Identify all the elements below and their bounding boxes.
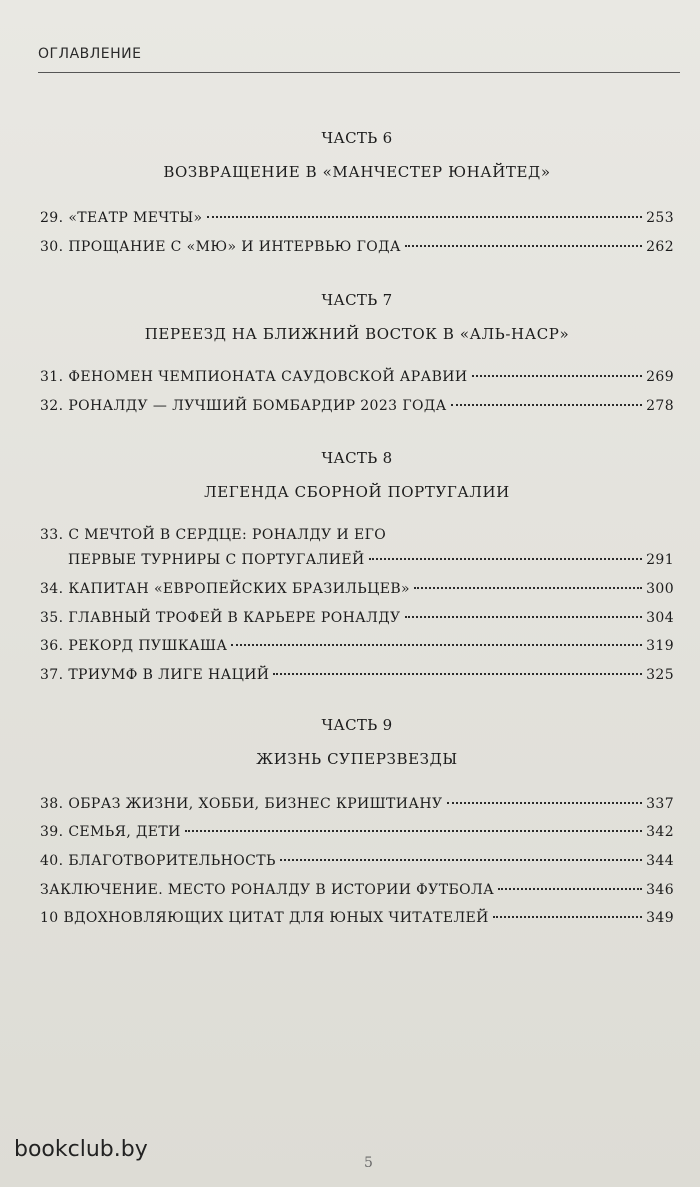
toc-entry[interactable] (40, 880, 674, 900)
part-7-heading (40, 290, 674, 344)
dot-leader (369, 558, 642, 560)
entry-page: 269 (646, 369, 674, 385)
entry-page: 300 (646, 581, 674, 597)
part-title: ПЕРЕЕЗД НА БЛИЖНИЙ ВОСТОК В «АЛЬ-НАСР» (144, 325, 570, 343)
part-number: ЧАСТЬ 9 (321, 716, 393, 734)
part-title: ВОЗВРАЩЕНИЕ В «МАНЧЕСТЕР ЮНАЙТЕД» (163, 163, 551, 181)
toc-entry[interactable] (40, 396, 674, 416)
entry-title: 35. ГЛАВНЫЙ ТРОФЕЙ В КАРЬЕРЕ РОНАЛДУ (40, 610, 401, 626)
dot-leader (493, 916, 642, 918)
toc-entry[interactable] (40, 237, 674, 257)
entry-page: 342 (646, 824, 674, 840)
part-number: ЧАСТЬ 7 (321, 291, 393, 309)
entry-title: ПЕРВЫЕ ТУРНИРЫ С ПОРТУГАЛИЕЙ (68, 552, 365, 568)
dot-leader (498, 888, 642, 890)
entry-title: 34. КАПИТАН «ЕВРОПЕЙСКИХ БРАЗИЛЬЦЕВ» (40, 581, 410, 597)
entry-page: 337 (646, 796, 674, 812)
entry-title-line1[interactable]: 33. С МЕЧТОЙ В СЕРДЦЕ: РОНАЛДУ И ЕГО (40, 527, 387, 543)
toc-entry[interactable] (40, 794, 674, 814)
part-9-heading (40, 715, 674, 769)
dot-leader (273, 673, 642, 675)
entry-page: 278 (646, 398, 674, 414)
dot-leader (405, 616, 643, 618)
toc-entry[interactable] (40, 208, 674, 228)
entry-page: 349 (646, 910, 674, 926)
toc-entry[interactable] (40, 579, 674, 599)
entry-title: 39. СЕМЬЯ, ДЕТИ (40, 824, 181, 840)
part-8-heading (40, 448, 674, 502)
entry-page: 346 (646, 882, 674, 898)
toc-entry[interactable] (40, 851, 674, 871)
entry-page: 325 (646, 667, 674, 683)
entry-page: 291 (646, 552, 674, 568)
entry-title: 10 ВДОХНОВЛЯЮЩИХ ЦИТАТ ДЛЯ ЮНЫХ ЧИТАТЕЛЕЙ (40, 910, 489, 926)
dot-leader (447, 802, 643, 804)
entry-title: ЗАКЛЮЧЕНИЕ. МЕСТО РОНАЛДУ В ИСТОРИИ ФУТБОЛА (40, 882, 495, 898)
dot-leader (231, 644, 642, 646)
dot-leader (207, 216, 643, 218)
entry-title: 29. «ТЕАТР МЕЧТЫ» (40, 210, 203, 226)
dot-leader (472, 375, 643, 377)
dot-leader (405, 245, 642, 247)
entry-title: 32. РОНАЛДУ — ЛУЧШИЙ БОМБАРДИР 2023 ГОДА (40, 398, 447, 414)
entry-title: 30. ПРОЩАНИЕ С «МЮ» И ИНТЕРВЬЮ ГОДА (40, 239, 401, 255)
watermark: bookclub.by (14, 1137, 148, 1162)
entry-title: 37. ТРИУМФ В ЛИГЕ НАЦИЙ (40, 667, 270, 683)
toc-entry[interactable] (40, 908, 674, 928)
entry-title: 38. ОБРАЗ ЖИЗНИ, ХОББИ, БИЗНЕС КРИШТИАНУ (40, 796, 443, 812)
entry-page: 344 (646, 853, 674, 869)
part-title: ЖИЗНЬ СУПЕРЗВЕЗДЫ (256, 750, 458, 768)
dot-leader (414, 587, 642, 589)
entry-title: 40. БЛАГОТВОРИТЕЛЬНОСТЬ (40, 853, 276, 869)
toc-entry[interactable] (68, 550, 674, 570)
running-head: ОГЛАВЛЕНИЕ (38, 46, 142, 62)
part-number: ЧАСТЬ 8 (321, 449, 393, 467)
toc-entry[interactable] (40, 608, 674, 628)
entry-title: 31. ФЕНОМЕН ЧЕМПИОНАТА САУДОВСКОЙ АРАВИИ (40, 369, 468, 385)
toc-entry[interactable] (40, 367, 674, 387)
toc-entry[interactable] (40, 822, 674, 842)
entry-page: 319 (646, 638, 674, 654)
part-number: ЧАСТЬ 6 (321, 129, 393, 147)
entry-title: 36. РЕКОРД ПУШКАША (40, 638, 228, 654)
page-number: 5 (364, 1155, 373, 1171)
entry-page: 304 (646, 610, 674, 626)
entry-page: 253 (646, 210, 674, 226)
part-title: ЛЕГЕНДА СБОРНОЙ ПОРТУГАЛИИ (204, 483, 510, 501)
dot-leader (185, 830, 642, 832)
entry-page: 262 (646, 239, 674, 255)
part-6-heading (40, 128, 674, 182)
toc-entry[interactable] (40, 636, 674, 656)
toc-entry[interactable] (40, 665, 674, 685)
dot-leader (451, 404, 642, 406)
header-rule (38, 72, 680, 73)
dot-leader (280, 859, 642, 861)
